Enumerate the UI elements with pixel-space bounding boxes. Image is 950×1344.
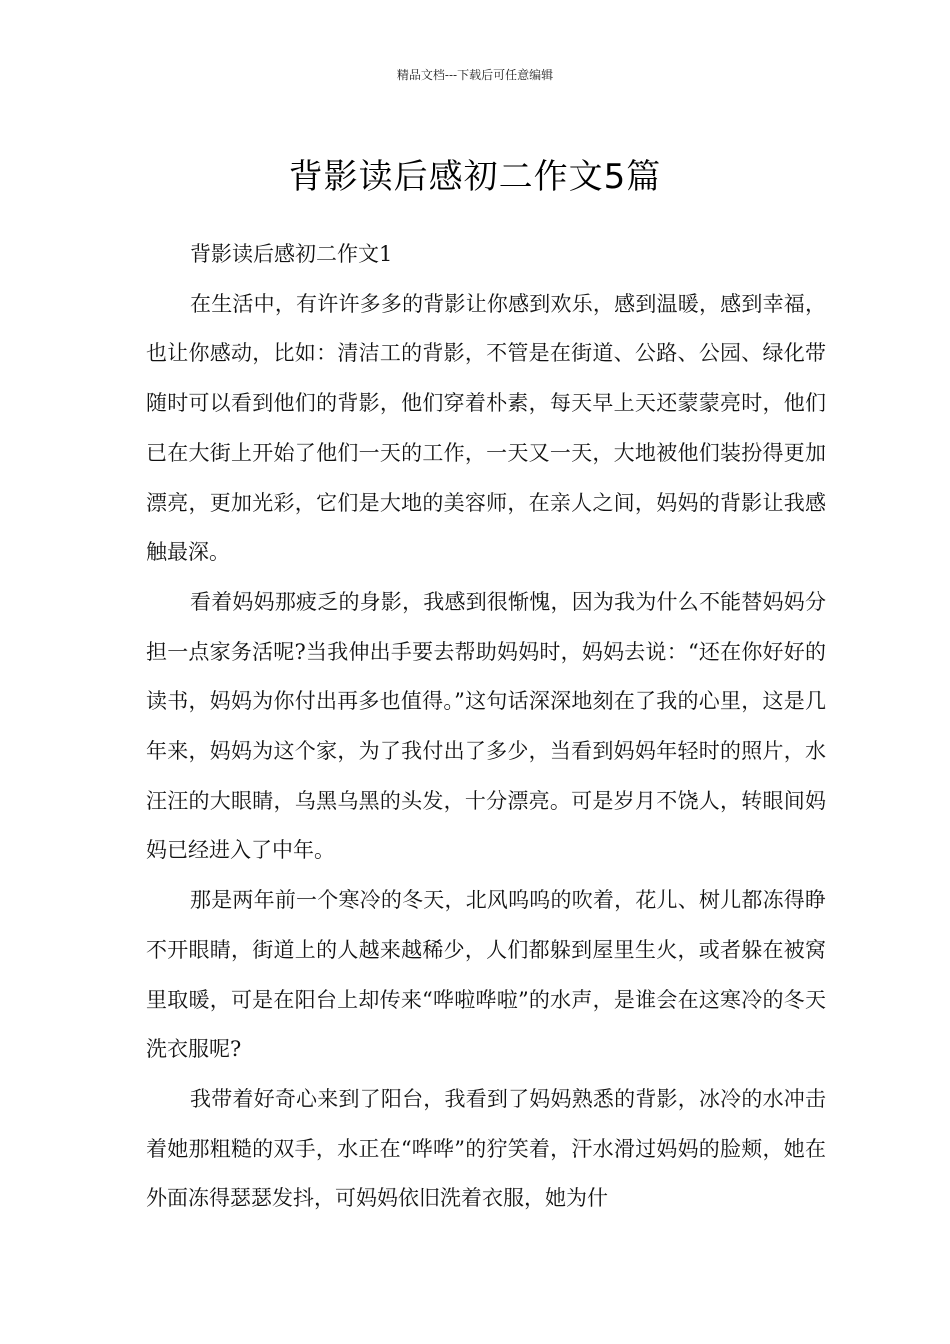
document-title: 背影读后感初二作文5篇 [288,156,662,197]
section-subtitle: 背影读后感初二作文1 [190,242,393,266]
paragraph-4: 我带着好奇心来到了阳台，我看到了妈妈熟悉的背影，冰冷的水冲击着她那粗糙的双手，水正在“哗哗”的狞笑着，汗水滑过妈妈的脸颊，她在外面冻得瑟瑟发抖，可妈妈依旧洗着衣服，她为什 [146,1086,826,1211]
page-header: 精品文档---下载后可任意编辑 [396,68,554,82]
paragraph-3: 那是两年前一个寒冷的冬天，北风呜呜的吹着，花儿、树儿都冻得睁不开眼睛，街道上的人越来越稀少，人们都躲到屋里生火，或者躲在被窝里取暖，可是在阳台上却传来“哗啦哗啦”的水声，是谁会在这寒冷的冬天洗衣服呢? [146,888,826,1062]
paragraph-2: 看着妈妈那疲乏的身影，我感到很惭愧，因为我为什么不能替妈妈分担一点家务活呢?当我伸出手要去帮助妈妈时，妈妈去说：“还在你好好的读书，妈妈为你付出再多也值得。”这句话深深地刻在了我的心里，这是几年来，妈妈为这个家，为了我付出了多少，当看到妈妈年轻时的照片，水汪汪的大眼睛，乌黑乌黑的头发，十分漂亮。可是岁月不饶人，转眼间妈妈已经进入了中年。 [146,589,826,863]
document-body [146,230,826,1224]
paragraph-1: 在生活中，有许许多多的背影让你感到欢乐，感到温暖，感到幸福，也让你感动，比如：清洁工的背影，不管是在街道、公路、公园、绿化带随时可以看到他们的背影，他们穿着朴素，每天早上天还蒙蒙亮时，他们已在大街上开始了他们一天的工作，一天又一天，大地被他们装扮得更加漂亮，更加光彩，它们是大地的美容师，在亲人之间，妈妈的背影让我感触最深。 [146,291,826,565]
